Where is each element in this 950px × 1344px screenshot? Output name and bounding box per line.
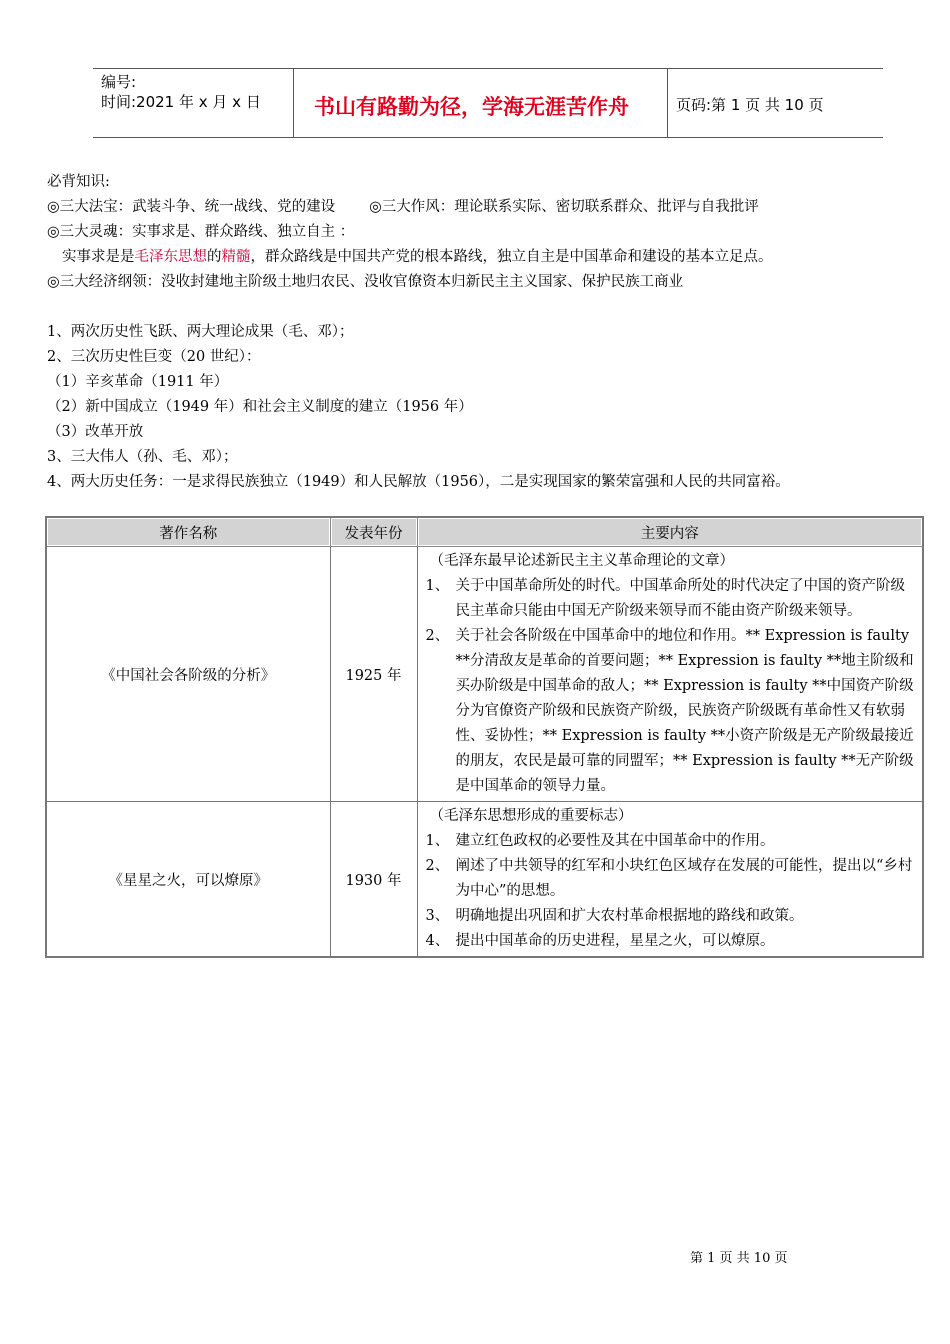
- list-item: [426, 929, 917, 954]
- point-item: （3）改革开放: [47, 424, 144, 440]
- work-content: [417, 802, 923, 958]
- list-item: [426, 574, 917, 624]
- header-motto-cell: [294, 69, 668, 137]
- point-item: （1）辛亥革命（1911 年）: [47, 374, 229, 390]
- list-item: [426, 624, 917, 799]
- document-time-label: 时间:2021 年 x 月 x 日: [101, 93, 261, 111]
- page-header: [93, 68, 883, 138]
- essence-highlight: 精髓: [221, 249, 251, 265]
- line3-mid: 的: [207, 249, 222, 265]
- knowledge-title: 必背知识:: [47, 174, 110, 190]
- header-page-number: 页码:第 1 页 共 10 页: [676, 96, 824, 114]
- line3-prefix: 实事求是是: [62, 249, 135, 265]
- list-item: [426, 829, 917, 854]
- point-item: 3、三大伟人（孙、毛、邓）；: [47, 449, 238, 465]
- three-souls: ◎三大灵魂：实事求是、群众路线、独立自主 ：: [47, 224, 355, 240]
- item-text: 提出中国革命的历史进程，星星之火，可以燎原。: [455, 933, 775, 949]
- column-header-content: 主要内容: [417, 517, 923, 547]
- work-content: [417, 547, 923, 802]
- work-year: 1930 年: [330, 802, 417, 958]
- item-text: 明确地提出巩固和扩大农村革命根据地的路线和政策。: [455, 908, 804, 924]
- three-magic-weapons: ◎三大法宝：武装斗争、统一战线、党的建设: [47, 199, 336, 215]
- table-row: [46, 802, 923, 958]
- list-item: [426, 904, 917, 929]
- item-number: 3、: [425, 908, 450, 924]
- works-table: [45, 516, 924, 958]
- knowledge-line-1: [47, 195, 917, 220]
- item-text: 阐述了中共领导的红军和小块红色区域存在发展的可能性，提出以“乡村为中心”的思想。: [455, 858, 913, 899]
- item-number: 1、: [425, 578, 450, 594]
- page-footer: 第 1 页 共 10 页: [690, 1251, 788, 1266]
- point-item: 1、两次历史性飞跃、两大理论成果（毛、邓）；: [47, 324, 354, 340]
- work-title: 《星星之火，可以燎原》: [46, 802, 330, 958]
- header-page-cell: [668, 69, 883, 137]
- knowledge-section: [47, 170, 917, 495]
- item-number: 4、: [425, 933, 450, 949]
- header-meta-cell: [93, 69, 294, 137]
- work-note: （毛泽东最早论述新民主主义革命理论的文章）: [429, 553, 734, 569]
- item-text: 建立红色政权的必要性及其在中国革命中的作用。: [455, 833, 775, 849]
- item-number: 2、: [425, 858, 450, 874]
- point-item: 2、三次历史性巨变（20 世纪）：: [47, 349, 261, 365]
- three-economic-programs: ◎三大经济纲领：没收封建地主阶级土地归农民、没收官僚资本归新民主主义国家、保护民族工商业: [47, 274, 684, 290]
- line3-suffix: ，群众路线是中国共产党的根本路线，独立自主是中国革命和建设的基本立足点。: [250, 249, 773, 265]
- work-title: 《中国社会各阶级的分析》: [46, 547, 330, 802]
- three-work-styles: ◎三大作风：理论联系实际、密切联系群众、批评与自我批评: [369, 199, 759, 215]
- item-number: 1、: [425, 833, 450, 849]
- mao-thought-highlight: 毛泽东思想: [134, 249, 207, 265]
- document-number-label: 编号:: [101, 73, 137, 91]
- point-item: 4、两大历史任务：一是求得民族独立（1949）和人民解放（1956），二是实现国家的繁荣富强和人民的共同富裕。: [47, 474, 790, 490]
- item-text: 关于中国革命所处的时代。中国革命所处的时代决定了中国的资产阶级民主革命只能由中国无产阶级来领导而不能由资产阶级来领导。: [455, 578, 905, 619]
- column-header-year: 发表年份: [330, 517, 417, 547]
- header-motto: 书山有路勤为径，学海无涯苦作舟: [314, 95, 629, 119]
- list-item: [426, 854, 917, 904]
- work-year: 1925 年: [330, 547, 417, 802]
- point-item: （2）新中国成立（1949 年）和社会主义制度的建立（1956 年）: [47, 399, 473, 415]
- knowledge-line-3: [47, 245, 917, 270]
- table-row: [46, 547, 923, 802]
- work-note: （毛泽东思想形成的重要标志）: [429, 808, 633, 824]
- item-text: 关于社会各阶级在中国革命中的地位和作用。** Expression is faulty **分清敌友是革命的首要问题；** Expression is faulty **地主阶级和买办阶级是中国革命的敌人；** Expression is faulty **中国资产阶级分为官僚资产阶级和民族资产阶级，民族资产阶级既有革命性又有软弱性、妥协性；** Expression is faulty **小资产阶级是无产阶级最接近的朋友，农民是最可靠的同盟军；** Expression is faulty **无产阶级是中国革命的领导力量。: [455, 628, 914, 794]
- item-number: 2、: [425, 628, 450, 644]
- table-header-row: [46, 517, 923, 547]
- column-header-title: 著作名称: [46, 517, 330, 547]
